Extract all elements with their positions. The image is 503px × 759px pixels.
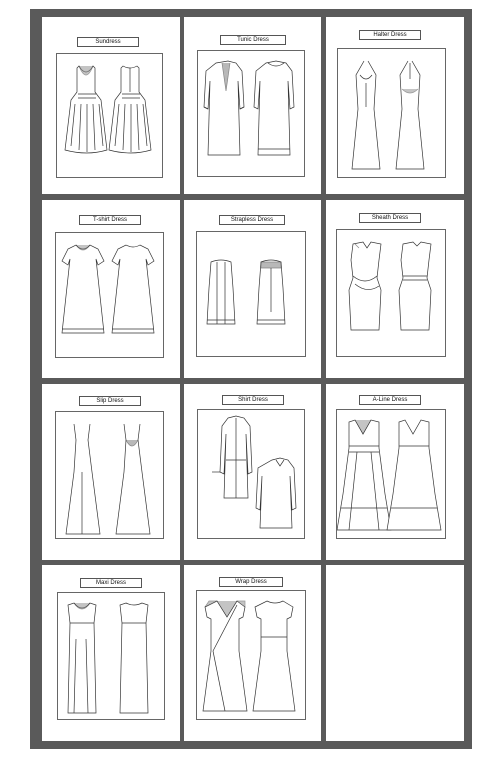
strapless-dress-sketch bbox=[197, 232, 305, 356]
card-tunic-dress[interactable] bbox=[184, 17, 321, 194]
card-empty bbox=[326, 565, 464, 741]
sketch-frame bbox=[55, 411, 164, 539]
sundress-sketch bbox=[57, 54, 162, 177]
halter-dress-sketch bbox=[338, 49, 445, 177]
sketch-frame bbox=[56, 53, 163, 178]
card-title: Sheath Dress bbox=[359, 213, 421, 223]
card-a-line-dress[interactable] bbox=[326, 384, 464, 560]
card-tshirt-dress[interactable] bbox=[42, 200, 180, 378]
card-title: Maxi Dress bbox=[80, 578, 142, 588]
card-title: Wrap Dress bbox=[219, 577, 283, 587]
tunic-dress-sketch bbox=[198, 51, 304, 176]
card-strapless-dress[interactable] bbox=[184, 200, 321, 378]
sketch-frame bbox=[196, 231, 306, 357]
shirt-dress-sketch bbox=[198, 410, 304, 538]
sketch-frame bbox=[336, 409, 446, 539]
card-title: Sundress bbox=[77, 37, 139, 47]
sketch-frame bbox=[196, 590, 306, 720]
tshirt-dress-sketch bbox=[56, 233, 163, 357]
sheath-dress-sketch bbox=[337, 230, 445, 356]
card-title: A-Line Dress bbox=[359, 395, 421, 405]
card-wrap-dress[interactable] bbox=[184, 565, 321, 741]
card-title: Halter Dress bbox=[359, 30, 421, 40]
card-title: Slip Dress bbox=[79, 396, 141, 406]
sketch-frame bbox=[57, 592, 165, 720]
card-title: T-shirt Dress bbox=[79, 215, 141, 225]
sketch-frame bbox=[197, 50, 305, 177]
card-shirt-dress[interactable] bbox=[184, 384, 321, 560]
card-maxi-dress[interactable] bbox=[42, 565, 180, 741]
maxi-dress-sketch bbox=[58, 593, 164, 719]
dress-sheet-board bbox=[30, 9, 472, 749]
sketch-frame bbox=[337, 48, 446, 178]
card-title: Tunic Dress bbox=[220, 35, 286, 45]
sketch-frame bbox=[55, 232, 164, 358]
a-line-dress-sketch bbox=[337, 410, 445, 538]
card-slip-dress[interactable] bbox=[42, 384, 180, 560]
sketch-frame bbox=[336, 229, 446, 357]
card-title: Shirt Dress bbox=[222, 395, 284, 405]
slip-dress-sketch bbox=[56, 412, 163, 538]
wrap-dress-sketch bbox=[197, 591, 305, 719]
card-halter-dress[interactable] bbox=[326, 17, 464, 194]
sketch-frame bbox=[197, 409, 305, 539]
card-sundress[interactable] bbox=[42, 17, 180, 194]
card-sheath-dress[interactable] bbox=[326, 200, 464, 378]
card-title: Strapless Dress bbox=[219, 215, 285, 225]
